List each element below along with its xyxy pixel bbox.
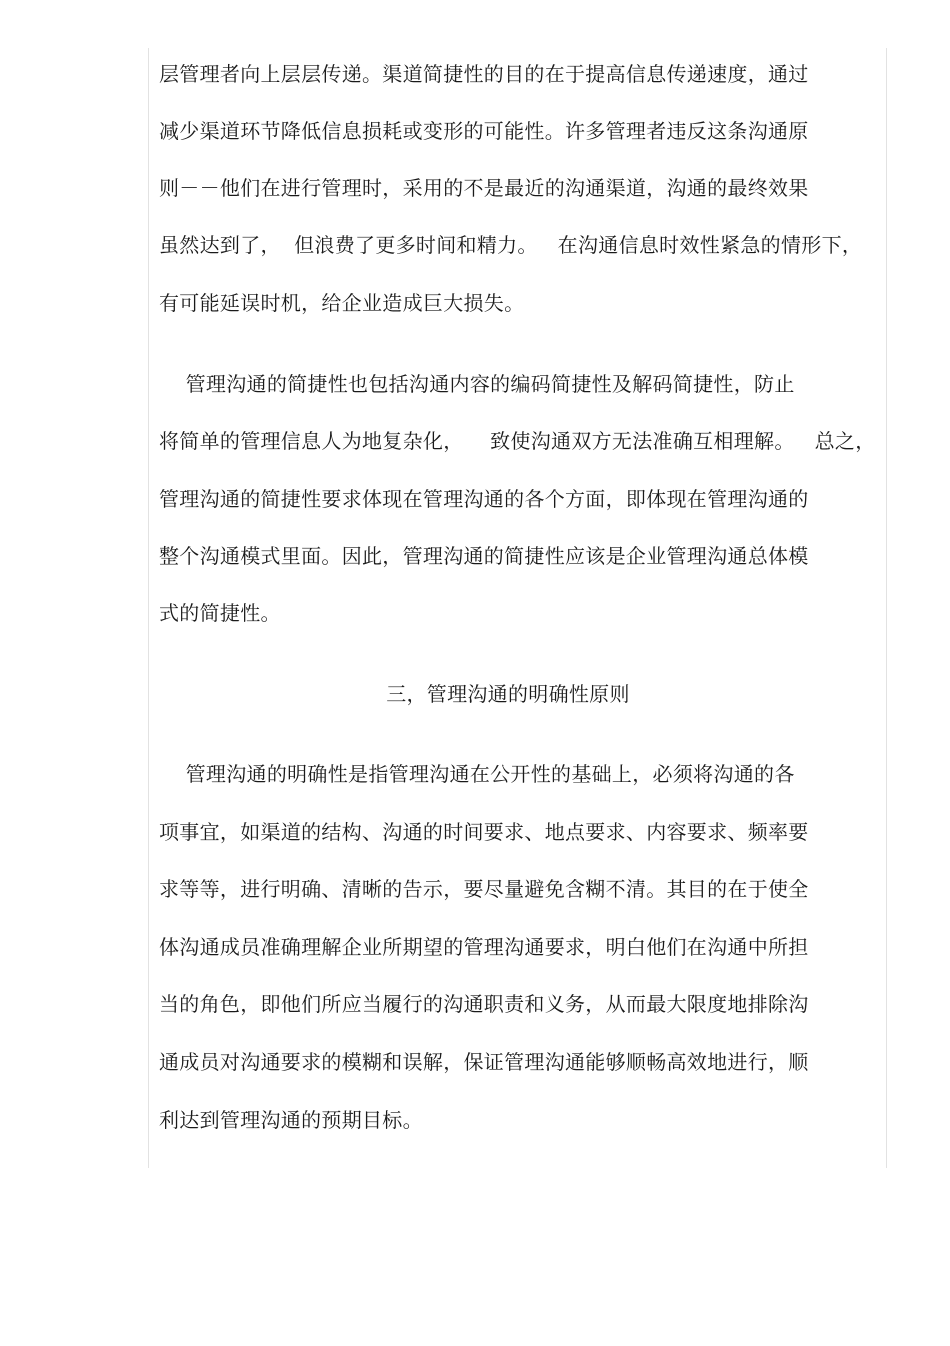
text-line: 管理沟通的简捷性要求体现在管理沟通的各个方面，即体现在管理沟通的 [159,487,809,511]
text-line: 通成员对沟通要求的模糊和误解，保证管理沟通能够顺畅高效地进行，顺 [159,1050,809,1074]
text-line: 管理沟通的明确性是指管理沟通在公开性的基础上，必须将沟通的各 [159,762,795,786]
text-line: 求等等，进行明确、清晰的告示，要尽量避免含糊不清。其目的在于使全 [159,877,809,901]
text-line: 体沟通成员准确理解企业所期望的管理沟通要求，明白他们在沟通中所担 [159,935,809,959]
text-line: 层管理者向上层层传递。渠道简捷性的目的在于提高信息传递速度，通过 [159,62,809,86]
text-line: 减少渠道环节降低信息损耗或变形的可能性。许多管理者违反这条沟通原 [159,119,809,143]
text-line: 将简单的管理信息人为地复杂化， 致使沟通双方无法准确互相理解。 总之， [159,429,876,453]
text-line: 当的角色，即他们所应当履行的沟通职责和义务，从而最大限度地排除沟 [159,992,809,1016]
text-line: 利达到管理沟通的预期目标。 [159,1108,423,1132]
text-line: 式的简捷性。 [159,601,281,625]
page-border-left [148,48,149,1168]
text-line: 虽然达到了， 但浪费了更多时间和精力。 在沟通信息时效性紧急的情形下， [159,233,863,257]
text-line: 管理沟通的简捷性也包括沟通内容的编码简捷性及解码简捷性，防止 [159,372,795,396]
text-line: 整个沟通模式里面。因此，管理沟通的简捷性应该是企业管理沟通总体模 [159,544,809,568]
text-line: 有可能延误时机，给企业造成巨大损失。 [159,291,525,315]
text-line: 则－－他们在进行管理时，采用的不是最近的沟通渠道，沟通的最终效果 [159,176,809,200]
text-line: 项事宜，如渠道的结构、沟通的时间要求、地点要求、内容要求、频率要 [159,820,809,844]
section-heading: 三，管理沟通的明确性原则 [386,682,630,706]
page-border-right [886,48,887,1168]
